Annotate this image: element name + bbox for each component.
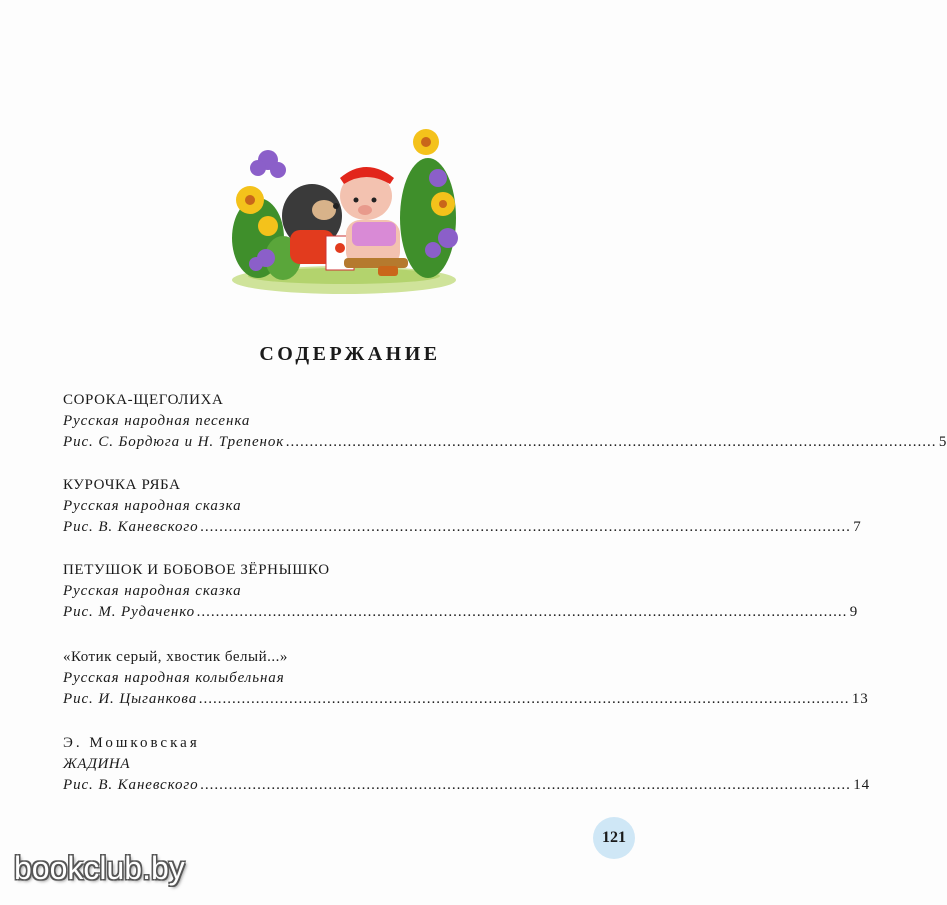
entry-genre: Русская народная сказка: [63, 498, 242, 514]
entry-illustrator-line: [63, 432, 947, 453]
toc-entry: [63, 475, 862, 538]
entry-genre: Русская народная колыбельная: [63, 670, 285, 686]
dot-leader: .........................................................................................................................................: [200, 777, 852, 793]
entry-page: 5: [938, 434, 947, 450]
entry-title: КУРОЧКА РЯБА: [63, 477, 181, 493]
entry-illustrator: Рис. С. Бордюга и Н. Трепенок: [63, 434, 285, 450]
entry-illustrator: Рис. В. Каневского: [63, 519, 199, 535]
entry-illustrator-line: [63, 689, 869, 710]
page-number-badge: 121: [593, 817, 635, 859]
toc-entry: [63, 390, 947, 453]
entry-illustrator: Рис. М. Рудаченко: [63, 604, 195, 620]
entry-title: ПЕТУШОК И БОБОВОЕ ЗЁРНЫШКО: [63, 562, 330, 578]
entry-title: ЖАДИНА: [63, 756, 131, 772]
entry-genre: Русская народная сказка: [63, 583, 242, 599]
toc-heading: СОДЕРЖАНИЕ: [259, 343, 441, 365]
entry-genre: Русская народная песенка: [63, 413, 251, 429]
dot-leader: .........................................................................................................................................: [200, 519, 852, 535]
watermark: bookclub.by: [14, 850, 185, 886]
hedgehog-piglet-illustration: [228, 118, 460, 300]
entry-page: 14: [853, 777, 871, 793]
entry-illustrator-line: [63, 602, 859, 623]
entry-title: СОРОКА-ЩЕГОЛИХА: [63, 392, 224, 408]
entry-illustrator-line: [63, 517, 862, 538]
entry-page: 9: [849, 604, 859, 620]
toc-entry: [63, 647, 869, 710]
entry-author: Э. Мошковская: [63, 735, 200, 751]
entry-illustrator: Рис. В. Каневского: [63, 777, 199, 793]
toc-entry: [63, 560, 859, 623]
dot-leader: .........................................................................................................................................: [199, 691, 850, 707]
dot-leader: .........................................................................................................................................: [286, 434, 937, 450]
dot-leader: .........................................................................................................................................: [196, 604, 848, 620]
entry-illustrator: Рис. И. Цыганкова: [63, 691, 198, 707]
entry-title: «Котик серый, хвостик белый...»: [63, 649, 288, 665]
entry-page: 7: [853, 519, 862, 535]
toc-entry: [63, 733, 871, 796]
entry-page: 13: [851, 691, 869, 707]
entry-illustrator-line: [63, 775, 871, 796]
